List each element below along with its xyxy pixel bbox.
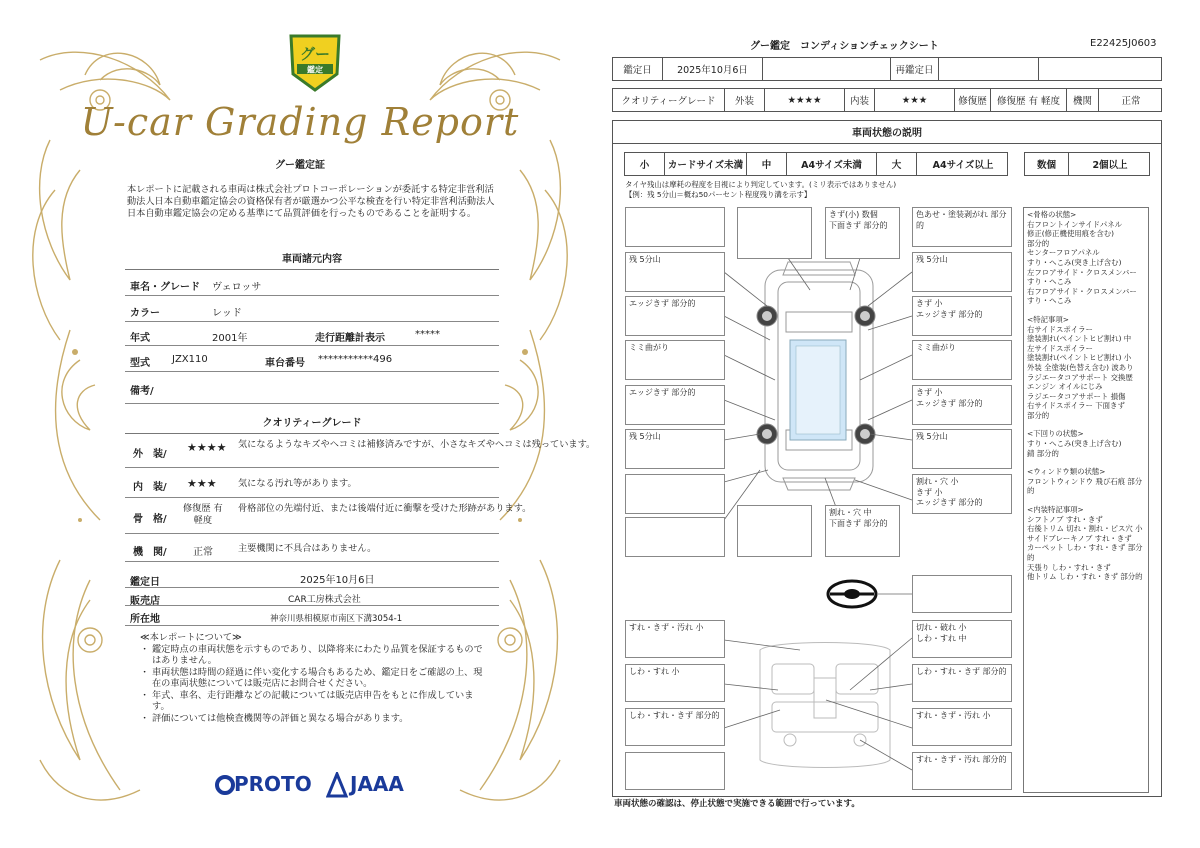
info-row-address (125, 606, 499, 626)
tire-note-line: 【例：残 5分山＝概ね50パーセント程度残り溝を示す】 (625, 189, 812, 199)
grade-label: 機 関/ (133, 547, 167, 558)
size-small: 小 (625, 153, 665, 175)
list-gap (1027, 496, 1145, 505)
condition-box: しわ・すれ・きず 部分的 (625, 708, 725, 746)
spec-heading: 車両諸元内容 (125, 250, 499, 270)
condition-heading: 車両状態の説明 (612, 120, 1162, 144)
quality-grade-label: クオリティーグレード (613, 89, 725, 111)
list-item: 右サイドスポイラー (1027, 324, 1093, 334)
goo-kantei-badge-icon (287, 30, 343, 94)
condition-box-empty (625, 207, 725, 247)
grade-label: 内 装/ (133, 482, 167, 493)
list-item: エンジン オイルにじみ (1027, 382, 1103, 392)
certificate-title: グー鑑定証 (275, 160, 325, 171)
count-legend (1024, 152, 1150, 176)
info-row-dealer (125, 588, 499, 606)
condition-box-empty (737, 505, 812, 557)
spec-value: 2001年 (212, 333, 248, 344)
engine-value: 正常 (1121, 96, 1141, 107)
condition-check-sheet (600, 0, 1200, 848)
size-small-desc: カードサイズ未満 (665, 153, 747, 175)
list-item: 右サイドスポイラー 下面きず (1027, 401, 1125, 411)
list-item: 左フロアサイド・クロスメンバー (1027, 267, 1137, 277)
list-gap (1027, 458, 1145, 467)
spec-label: 車名・グレード (130, 282, 200, 293)
list-item: 修正(修正機使用痕を含む) (1027, 229, 1115, 239)
condition-box: 残 5分山 (912, 252, 1012, 292)
redate-label: 再鑑定日 (891, 58, 939, 80)
info-label: 所在地 (130, 614, 160, 625)
condition-box: 色あせ・塗装剥がれ 部分的 (912, 207, 1012, 247)
note-item: ・ 鑑定時点の車両状態を示すものであり、以降将来にわたり品質を保証するものではありません。 (140, 643, 483, 666)
grade-row-frame (125, 498, 532, 534)
note-item: ・ 年式、車名、走行距離などの記載については販売店申告をもとに作成しています。 (140, 689, 474, 712)
list-item: 左サイドスポイラー (1027, 343, 1093, 353)
condition-box: しわ・すれ 小 (625, 664, 725, 702)
condition-box: 残 5分山 (912, 429, 1012, 469)
sheet-id: E22425J0603 (1090, 38, 1157, 49)
spec-value: レッド (212, 308, 242, 319)
condition-box: ミミ曲がり (912, 340, 1012, 380)
date-value: 2025年10月6日 (663, 58, 763, 80)
condition-box: 割れ・穴 中 下面きず 部分的 (825, 505, 900, 557)
info-value: 神奈川県相模原市南区下溝3054-1 (270, 614, 403, 624)
report-notes (140, 632, 490, 724)
condition-box: きず 小 エッジきず 部分的 (912, 385, 1012, 425)
condition-box: 切れ・破れ 小 しわ・すれ 中 (912, 620, 1012, 658)
exterior-label: 外装 (725, 89, 765, 111)
size-large: 大 (877, 153, 917, 175)
list-item: すり・へこみ(突き上げ含む) (1027, 439, 1122, 449)
list-item: ラジエータコアサポート 交換歴 (1027, 372, 1133, 382)
condition-box-empty (625, 517, 725, 557)
grade-label: 骨 格/ (133, 514, 167, 525)
condition-box: すれ・きず・汚れ 小 (912, 708, 1012, 746)
grade-stars: ★★★ (187, 477, 217, 490)
info-value: 2025年10月6日 (300, 575, 375, 586)
spec-label: 年式 (130, 333, 150, 344)
spec-row-color (125, 296, 499, 322)
list-item: 錆 部分的 (1027, 448, 1059, 458)
list-item: 部分的 (1027, 410, 1050, 420)
grade-label: 外 装/ (133, 449, 167, 460)
condition-box: しわ・すれ・きず 部分的 (912, 664, 1012, 702)
list-item: 塗装割れ(ペイントヒビ割れ) 中 (1027, 334, 1132, 344)
sponsor-logos (214, 770, 414, 800)
grade-row-exterior (125, 434, 596, 468)
list-item: 部分的 (1027, 238, 1050, 248)
blank-cell (1039, 58, 1163, 80)
list-item: すり・へこみ(突き上げ含む) (1027, 257, 1122, 267)
interior-value: ★★★ (875, 89, 955, 111)
grade-row-interior (125, 468, 499, 498)
grade-engine-value: 正常 (193, 547, 213, 558)
list-item: <ウィンドウ類の状態> (1027, 467, 1106, 477)
note-item: ・ 評価については他検査機関等の評価と異なる場合があります。 (140, 712, 409, 724)
certificate-text: 本レポートに記載される車両は株式会社プロトコーポレーションが委託する特定非営利活動法人日本自動車鑑定協会の資格保有者が厳選かつ公平な検査を行い特定非営利活動法人日本自動車鑑定協会の定める基準にて品質評価を行ったものであることを証明する。 (127, 184, 495, 219)
script-title: U-car Grading Report (80, 100, 520, 144)
engine-label: 機関 (1067, 89, 1099, 111)
count-desc: 2個以上 (1092, 160, 1128, 171)
badge-bottom-text: 鑑定 (307, 65, 323, 75)
list-item: <下回りの状態> (1027, 429, 1084, 439)
condition-box: きず 小 エッジきず 部分的 (912, 296, 1012, 336)
condition-box: 割れ・穴 小 きず 小 エッジきず 部分的 (912, 474, 1012, 514)
grade-description: 気になるようなキズやヘコミは補修済みですが、小さなキズやヘコミは残っています。 (238, 439, 596, 450)
note-item: ・ 車両状態は時間の経過に伴い変化する場合もあるため、鑑定日をご確認の上、現在の車両状態については販売店にお問合せください。 (140, 666, 483, 689)
condition-details-list (1023, 207, 1149, 793)
repair-value: 修復歴 有 軽度 (991, 89, 1067, 111)
condition-box: すれ・きず・汚れ 小 (625, 620, 725, 658)
list-item: 右フロントインサイドパネル (1027, 219, 1123, 229)
proto-logo-text: PROTO (234, 772, 312, 796)
list-item: シフトノブ すれ・きず (1027, 514, 1103, 524)
condition-box: すれ・きず・汚れ 部分的 (912, 752, 1012, 790)
size-legend (624, 152, 1008, 176)
spec-label: 備考/ (130, 386, 154, 397)
spec-row-remarks (125, 372, 499, 404)
list-item: すり・へこみ (1027, 277, 1072, 287)
size-medium-desc: A4サイズ未満 (787, 153, 877, 175)
interior-label: 内装 (845, 89, 875, 111)
condition-box: エッジきず 部分的 (625, 296, 725, 336)
grade-repair-value: 修復歴 有 軽度 (183, 503, 223, 526)
size-large-desc: A4サイズ以上 (932, 160, 994, 171)
condition-box: ミミ曲がり (625, 340, 725, 380)
info-label: 販売店 (130, 596, 160, 607)
spec-label: カラー (130, 308, 160, 319)
notes-title: ≪本レポートについて≫ (140, 632, 242, 643)
condition-box: 残 5分山 (625, 429, 725, 469)
spec-value: ***** (415, 329, 440, 340)
jaaa-logo-icon (326, 772, 348, 798)
spec-label: 走行距離計表示 (315, 333, 385, 344)
list-item: 他トリム しわ・すれ・きず 部分的 (1027, 572, 1143, 582)
exterior-value: ★★★★ (765, 89, 845, 111)
info-label: 鑑定日 (130, 577, 160, 588)
condition-box: 残 5分山 (625, 252, 725, 292)
list-gap (1027, 306, 1145, 315)
grade-row-engine (125, 534, 499, 562)
grade-stars: ★★★★ (187, 441, 227, 454)
list-item: <内装特記事項> (1027, 505, 1084, 515)
spec-value: JZX110 (172, 354, 208, 365)
tire-note (625, 180, 896, 199)
list-item: 右フロアサイド・クロスメンバー (1027, 286, 1137, 296)
tire-note-line: タイヤ残山は摩耗の程度を目視により判定しています。(ミリ表示ではありません) (625, 180, 897, 189)
info-row-date (125, 568, 499, 588)
spec-value: ***********496 (318, 354, 393, 365)
sheet-footer-note: 車両状態の確認は、停止状態で実施できる範囲で行っています。 (614, 799, 860, 809)
spec-label: 型式 (130, 358, 150, 369)
size-medium: 中 (747, 153, 787, 175)
list-gap (1027, 420, 1145, 429)
repair-label: 修復歴 (955, 89, 991, 111)
proto-logo-icon (214, 774, 236, 796)
count-label: 数個 (1025, 153, 1069, 175)
blank-cell (763, 58, 891, 80)
date-label: 鑑定日 (613, 58, 663, 80)
grade-heading: クオリティーグレード (125, 414, 499, 434)
list-item: すり・へこみ (1027, 296, 1072, 306)
sheet-title: グー鑑定 コンディションチェックシート (750, 41, 939, 52)
spec-row-year (125, 322, 499, 346)
condition-box-empty (912, 575, 1012, 613)
list-item: 右後トリム 切れ・割れ・ピス穴 小 (1027, 524, 1143, 534)
grade-description: 主要機関に不具合はありません。 (238, 543, 377, 554)
date-row (612, 57, 1162, 81)
grade-description: 気になる汚れ等があります。 (238, 478, 357, 489)
spec-row-model (125, 346, 499, 372)
condition-box-empty (737, 207, 812, 259)
list-item: センターフロアパネル (1027, 248, 1100, 258)
jaaa-logo-text: JAAA (350, 772, 404, 796)
grade-description: 骨格部位の先端付近、または後端付近に衝撃を受けた形跡があります。 (238, 503, 532, 514)
grade-row (612, 88, 1162, 112)
condition-box: きず(小) 数個 下面きず 部分的 (825, 207, 900, 259)
list-item: 天張り しわ・すれ・きず (1027, 562, 1111, 572)
list-item: <骨格の状態> (1027, 210, 1077, 219)
info-value: CAR工房株式会社 (288, 595, 361, 605)
list-item: カーペット しわ・すれ・きず 部分的 (1027, 543, 1143, 562)
badge-top-text: グー (299, 45, 331, 63)
spec-row-name (125, 270, 499, 296)
list-item: 外装 全塗装(色替え含む) 波あり (1027, 362, 1134, 372)
list-item: ラジエータコアサポート 損傷 (1027, 391, 1126, 401)
condition-box-empty (625, 752, 725, 790)
condition-box-empty (625, 474, 725, 514)
condition-box: エッジきず 部分的 (625, 385, 725, 425)
list-item: <特記事項> (1027, 314, 1069, 324)
list-item: サイドブレーキノブ すれ・きず (1027, 533, 1132, 543)
spec-value: ヴェロッサ (212, 282, 262, 293)
list-item: 塗装割れ(ペイントヒビ割れ) 小 (1027, 353, 1132, 363)
list-item: フロントウィンドウ 飛び石痕 部分的 (1027, 476, 1143, 496)
spec-label: 車台番号 (265, 358, 305, 369)
redate-value (939, 58, 1039, 80)
